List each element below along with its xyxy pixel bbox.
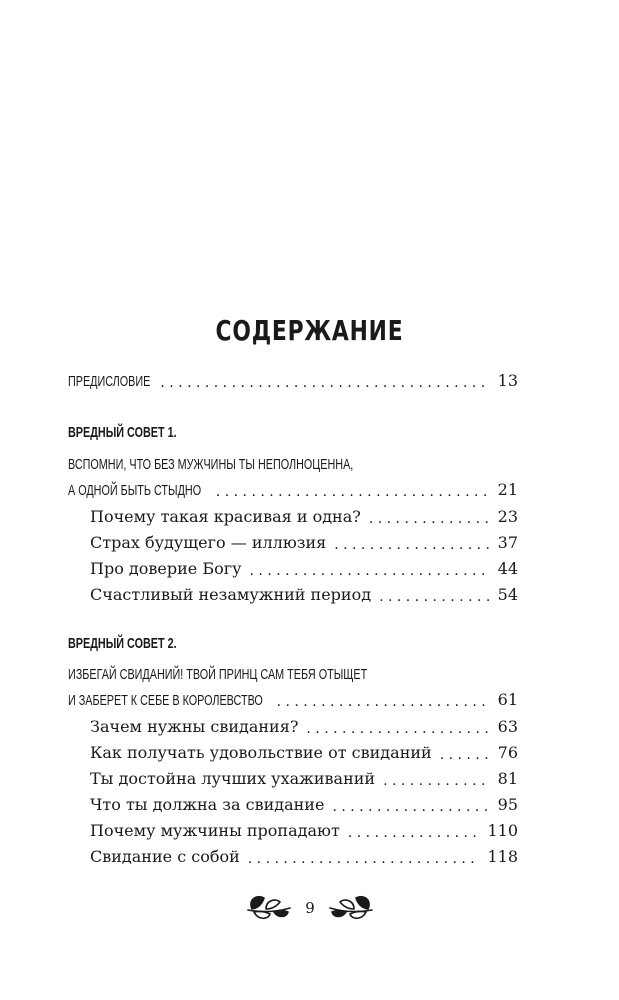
- dot-leader: [334, 538, 489, 552]
- dot-leader: [277, 695, 490, 709]
- toc-entry-title: Свидание с собой: [90, 847, 240, 866]
- toc-entry-title: Счастливый незамужний период: [90, 585, 372, 604]
- toc-entry-subitem[interactable]: [90, 738, 518, 762]
- dot-leader: [306, 722, 489, 736]
- toc-entry-page: 76: [497, 743, 518, 762]
- dot-leader: [160, 376, 489, 390]
- section-2-label-row: [68, 628, 518, 652]
- dot-leader: [332, 800, 489, 814]
- toc-entry-page: 61: [497, 690, 518, 709]
- dot-leader: [250, 564, 490, 578]
- toc-entry-title: Почему такая красивая и одна?: [90, 507, 361, 526]
- toc-entry-section-2[interactable]: [68, 685, 518, 709]
- section-2-title-line1-row: [68, 659, 518, 683]
- toc-entry-subitem[interactable]: [90, 712, 518, 736]
- toc-entry-title: Страх будущего — иллюзия: [90, 533, 327, 552]
- toc-entry-subitem[interactable]: [90, 764, 518, 788]
- toc-entry-subitem[interactable]: [90, 554, 518, 578]
- toc-entry-title: Ты достойна лучших ухаживаний: [90, 769, 376, 788]
- toc-entry-page: 23: [497, 507, 518, 526]
- toc-entry-title: Почему мужчины пропадают: [90, 821, 340, 840]
- section-1-title-line1: ВСПОМНИ, ЧТО БЕЗ МУЖЧИНЫ ТЫ НЕПОЛНОЦЕННА,: [68, 456, 354, 473]
- section-1-title-line1-row: [68, 449, 518, 473]
- section-2-title-line2: И ЗАБЕРЕТ К СЕБЕ В КОРОЛЕВСТВО: [68, 692, 263, 709]
- toc-entry-title: ПРЕДИСЛОВИЕ: [68, 373, 151, 390]
- toc-entry-page: 37: [497, 533, 518, 552]
- toc-entry-subitem[interactable]: [90, 580, 518, 604]
- toc-entry-page: 63: [497, 717, 518, 736]
- page-number: 9: [305, 899, 315, 917]
- dot-leader: [248, 852, 480, 866]
- section-1-label: ВРЕДНЫЙ СОВЕТ 1.: [68, 424, 177, 441]
- section-2-label: ВРЕДНЫЙ СОВЕТ 2.: [68, 635, 177, 652]
- toc-entry-subitem[interactable]: [90, 816, 518, 840]
- toc-entry-title: Как получать удовольствие от свиданий: [90, 743, 432, 762]
- toc-entry-page: 54: [497, 585, 518, 604]
- section-2-title-line1: ИЗБЕГАЙ СВИДАНИЙ! ТВОЙ ПРИНЦ САМ ТЕБЯ ОТЫЩЕТ: [68, 666, 368, 683]
- toc-entry-title: Что ты должна за свидание: [90, 795, 325, 814]
- toc-entry-foreword[interactable]: [68, 366, 518, 390]
- toc-entry-subitem[interactable]: [90, 502, 518, 526]
- toc-entry-page: 81: [497, 769, 518, 788]
- toc-entry-section-1[interactable]: [68, 475, 518, 499]
- toc-entry-title: Зачем нужны свидания?: [90, 717, 299, 736]
- section-1-label-row: [68, 417, 518, 441]
- dot-leader: [379, 590, 490, 604]
- dot-leader: [369, 512, 490, 526]
- dot-leader: [383, 774, 490, 788]
- toc-entry-subitem[interactable]: [90, 790, 518, 814]
- toc-entry-page: 44: [497, 559, 518, 578]
- leaf-ornament-icon: [240, 888, 380, 924]
- dot-leader: [216, 485, 490, 499]
- dot-leader: [440, 748, 490, 762]
- section-1-title-line2: А ОДНОЙ БЫТЬ СТЫДНО: [68, 482, 202, 499]
- toc-entry-page: 110: [487, 821, 518, 840]
- toc-entry-page: 21: [497, 480, 518, 499]
- toc-entry-title: Про доверие Богу: [90, 559, 242, 578]
- toc-entry-subitem[interactable]: [90, 842, 518, 866]
- toc-entry-page: 13: [497, 371, 518, 390]
- toc-entry-page: 118: [487, 847, 518, 866]
- dot-leader: [348, 826, 480, 840]
- toc-entry-subitem[interactable]: [90, 528, 518, 552]
- contents-heading: СОДЕРЖАНИЕ: [215, 314, 404, 347]
- toc-entry-page: 95: [497, 795, 518, 814]
